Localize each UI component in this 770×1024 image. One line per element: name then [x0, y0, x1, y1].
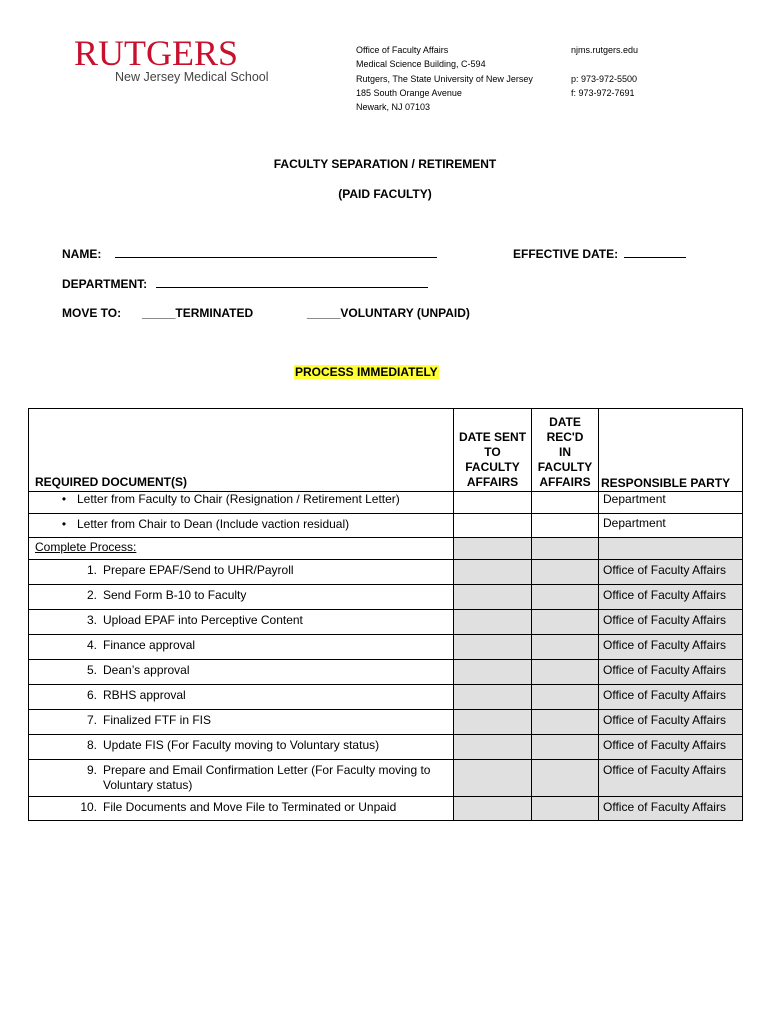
address-line: Office of Faculty Affairs — [356, 45, 449, 55]
address-line: Newark, NJ 07103 — [356, 102, 431, 113]
process-step-cell: 2. Send Form B-10 to Faculty — [29, 585, 454, 610]
responsible-party-cell — [599, 538, 743, 560]
bullet-icon: • — [61, 492, 67, 506]
document-cell — [29, 514, 454, 538]
process-step-cell: 5. Dean’s approval — [29, 660, 454, 685]
date-recd-cell[interactable] — [532, 610, 599, 635]
table-header-row — [29, 409, 743, 492]
header-date-recd-line: DATE — [549, 415, 581, 429]
complete-process-label: Complete Process: — [29, 538, 454, 560]
date-recd-cell[interactable] — [532, 635, 599, 660]
form-title: FACULTY SEPARATION / RETIREMENT — [273, 157, 497, 171]
website-text: njms.rutgers.edu — [571, 45, 639, 55]
voluntary-option[interactable]: _____VOLUNTARY (UNPAID) — [307, 306, 470, 320]
effective-date-label: EFFECTIVE DATE: — [513, 247, 619, 261]
header-responsible-party: RESPONSIBLE PARTY — [599, 409, 743, 492]
date-sent-cell[interactable] — [454, 735, 532, 760]
address-line: Rutgers, The State University of New Jersey — [356, 73, 533, 84]
process-step-cell: 1. Prepare EPAF/Send to UHR/Payroll — [29, 560, 454, 585]
process-step-cell: 9. Prepare and Email Confirmation Letter (For Faculty moving to Voluntary status) — [29, 760, 454, 797]
process-step-cell: 3. Upload EPAF into Perceptive Content — [29, 610, 454, 635]
header-date-recd-line: AFFAIRS — [539, 475, 591, 489]
process-step-cell: 4. Finance approval — [29, 635, 454, 660]
header-date-recd-line: IN — [559, 445, 571, 459]
date-sent-cell[interactable] — [454, 560, 532, 585]
header-date-sent-line: AFFAIRS — [466, 475, 519, 489]
form-subtitle: (PAID FACULTY) — [338, 187, 432, 201]
table-row — [29, 735, 743, 760]
contact-info — [571, 43, 638, 100]
table-row — [29, 685, 743, 710]
date-recd-cell[interactable] — [532, 560, 599, 585]
phone-text: p: 973-972-5500 — [571, 73, 638, 84]
bullet-icon: • — [61, 517, 67, 531]
header-date-sent-line: TO — [484, 445, 501, 459]
date-sent-cell[interactable] — [454, 710, 532, 735]
table-row — [29, 797, 743, 821]
table-row — [29, 660, 743, 685]
required-documents-table — [28, 408, 743, 821]
date-recd-cell[interactable] — [532, 735, 599, 760]
date-recd-cell[interactable] — [532, 710, 599, 735]
date-sent-cell[interactable] — [454, 685, 532, 710]
effective-date-field — [513, 246, 686, 261]
process-step-cell: 8. Update FIS (For Faculty moving to Voluntary status) — [29, 735, 454, 760]
responsible-party-cell: Office of Faculty Affairs — [599, 610, 743, 635]
process-step-cell: 7. Finalized FTF in FIS — [29, 710, 454, 735]
name-input-line[interactable] — [115, 246, 437, 258]
responsible-party-cell: Department — [599, 492, 743, 514]
table-row — [29, 760, 743, 797]
date-recd-cell[interactable] — [532, 514, 599, 538]
responsible-party-cell: Office of Faculty Affairs — [599, 660, 743, 685]
terminated-option[interactable]: _____TERMINATED — [142, 306, 254, 320]
date-recd-cell[interactable] — [532, 760, 599, 797]
document-text: Letter from Chair to Dean (Include vaction residual) — [77, 517, 350, 531]
rutgers-logo — [74, 34, 269, 84]
document-text: Letter from Faculty to Chair (Resignation / Retirement Letter) — [77, 492, 400, 506]
move-to-label: MOVE TO: — [62, 306, 122, 320]
table-row — [29, 585, 743, 610]
table-row — [29, 514, 743, 538]
date-recd-cell[interactable] — [532, 685, 599, 710]
date-recd-cell[interactable] — [532, 585, 599, 610]
responsible-party-cell: Office of Faculty Affairs — [599, 797, 743, 821]
responsible-party-cell: Department — [599, 514, 743, 538]
date-sent-cell[interactable] — [454, 635, 532, 660]
name-label: NAME: — [62, 247, 102, 261]
department-field — [62, 276, 428, 291]
header-date-sent-line: FACULTY — [465, 460, 520, 474]
department-input-line[interactable] — [156, 276, 428, 288]
process-notice-text: PROCESS IMMEDIATELY — [295, 365, 438, 379]
process-notice — [294, 365, 439, 379]
header-date-sent-line: DATE SENT — [458, 430, 527, 444]
date-sent-cell[interactable] — [454, 610, 532, 635]
header-documents: REQUIRED DOCUMENT(S) — [29, 409, 454, 492]
address-line: 185 South Orange Avenue — [356, 87, 462, 98]
table-row — [29, 610, 743, 635]
date-sent-cell[interactable] — [454, 660, 532, 685]
date-sent-cell[interactable] — [454, 797, 532, 821]
header-date-recd-line: REC'D — [546, 430, 584, 444]
responsible-party-cell: Office of Faculty Affairs — [599, 735, 743, 760]
name-field — [62, 246, 437, 261]
responsible-party-cell: Office of Faculty Affairs — [599, 635, 743, 660]
process-step-cell: 10. File Documents and Move File to Terminated or Unpaid — [29, 797, 454, 821]
header-date-recd — [532, 409, 599, 492]
header-date-sent — [454, 409, 532, 492]
logo-subtitle: New Jersey Medical School — [115, 70, 269, 84]
table-row — [29, 560, 743, 585]
department-label: DEPARTMENT: — [62, 277, 148, 291]
table-row — [29, 635, 743, 660]
document-cell — [29, 492, 454, 514]
logo-wordmark: RUTGERS — [74, 33, 239, 73]
date-recd-cell[interactable] — [532, 660, 599, 685]
date-sent-cell[interactable] — [454, 492, 532, 514]
responsible-party-cell: Office of Faculty Affairs — [599, 710, 743, 735]
date-sent-cell[interactable] — [454, 585, 532, 610]
fax-text: f: 973-972-7691 — [571, 87, 635, 98]
table-row — [29, 492, 743, 514]
date-sent-cell[interactable] — [454, 760, 532, 797]
table-row — [29, 710, 743, 735]
responsible-party-cell: Office of Faculty Affairs — [599, 585, 743, 610]
responsible-party-cell: Office of Faculty Affairs — [599, 760, 743, 797]
effective-date-input-line[interactable] — [624, 246, 686, 258]
responsible-party-cell: Office of Faculty Affairs — [599, 685, 743, 710]
office-address — [356, 43, 533, 114]
header-date-recd-line: FACULTY — [537, 460, 593, 474]
process-step-cell: 6. RBHS approval — [29, 685, 454, 710]
date-sent-cell[interactable] — [454, 538, 532, 560]
date-recd-cell[interactable] — [532, 492, 599, 514]
date-recd-cell[interactable] — [532, 538, 599, 560]
date-recd-cell[interactable] — [532, 797, 599, 821]
date-sent-cell[interactable] — [454, 514, 532, 538]
complete-process-row — [29, 538, 743, 560]
responsible-party-cell: Office of Faculty Affairs — [599, 560, 743, 585]
address-line: Medical Science Building, C-594 — [356, 59, 486, 70]
